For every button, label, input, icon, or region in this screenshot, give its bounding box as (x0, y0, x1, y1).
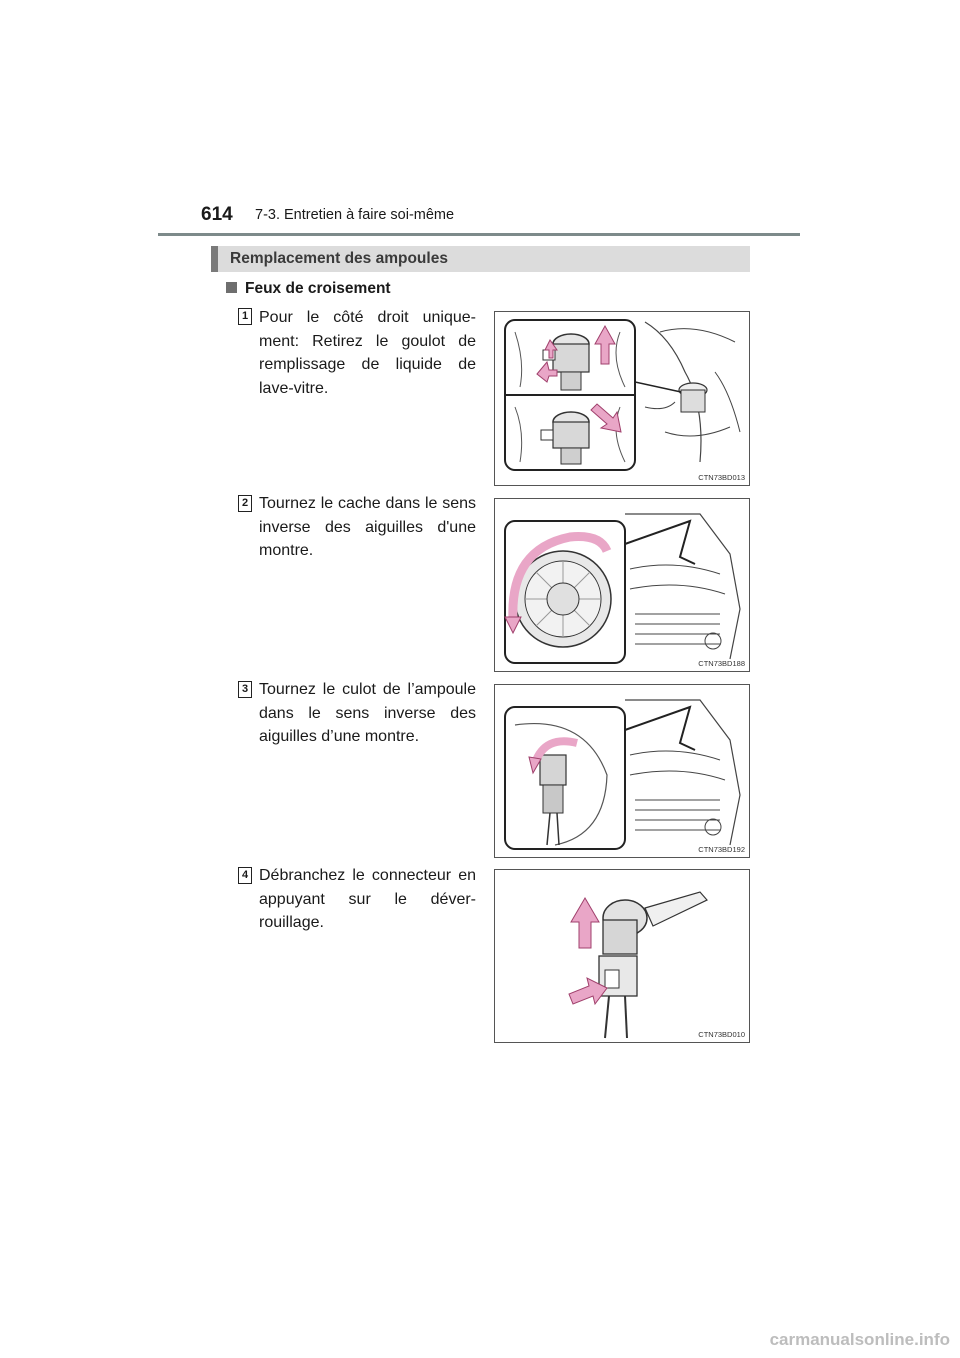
chapter-title: 7-3. Entretien à faire soi-même (255, 207, 455, 223)
section-title-bar (211, 246, 750, 272)
page-number: 614 (201, 204, 233, 225)
headlight-cover-illustration (495, 499, 749, 671)
figure-code: CTN73BD188 (698, 659, 745, 668)
step-text-1: Pour le côté droit unique-ment: Retirez le goulot de remplissage de liquide de lave-vitre. (259, 309, 476, 397)
header-rule (158, 233, 800, 236)
figure-connector (494, 869, 750, 1043)
washer-filler-illustration (495, 312, 749, 485)
figure-washer-filler (494, 311, 750, 486)
figure-bulb-base (494, 684, 750, 858)
figure-code: CTN73BD013 (698, 473, 745, 482)
step-number-2: 2 (238, 495, 252, 512)
connector-illustration (495, 870, 749, 1042)
step-text-3: Tournez le culot de l’ampoule dans le sens inverse des aiguilles d’une montre. (259, 681, 476, 745)
step-number-3: 3 (238, 681, 252, 698)
square-bullet-icon (226, 282, 237, 293)
step-number-4: 4 (238, 867, 252, 884)
section-title: Remplacement des ampoules (230, 250, 448, 267)
watermark: carmanualsonline.info (769, 1330, 950, 1349)
sub-heading (226, 280, 391, 298)
figure-code: CTN73BD192 (698, 845, 745, 854)
step-text-4: Débranchez le connecteur en appuyant sur le déver-rouillage. (259, 867, 476, 931)
step-number-1: 1 (238, 308, 252, 325)
step-text-2: Tournez le cache dans le sens inverse des aiguilles d'une montre. (259, 495, 476, 559)
figure-headlight-cover (494, 498, 750, 672)
sub-heading-text: Feux de croisement (245, 280, 391, 297)
bulb-base-illustration (495, 685, 749, 857)
figure-code: CTN73BD010 (698, 1030, 745, 1039)
